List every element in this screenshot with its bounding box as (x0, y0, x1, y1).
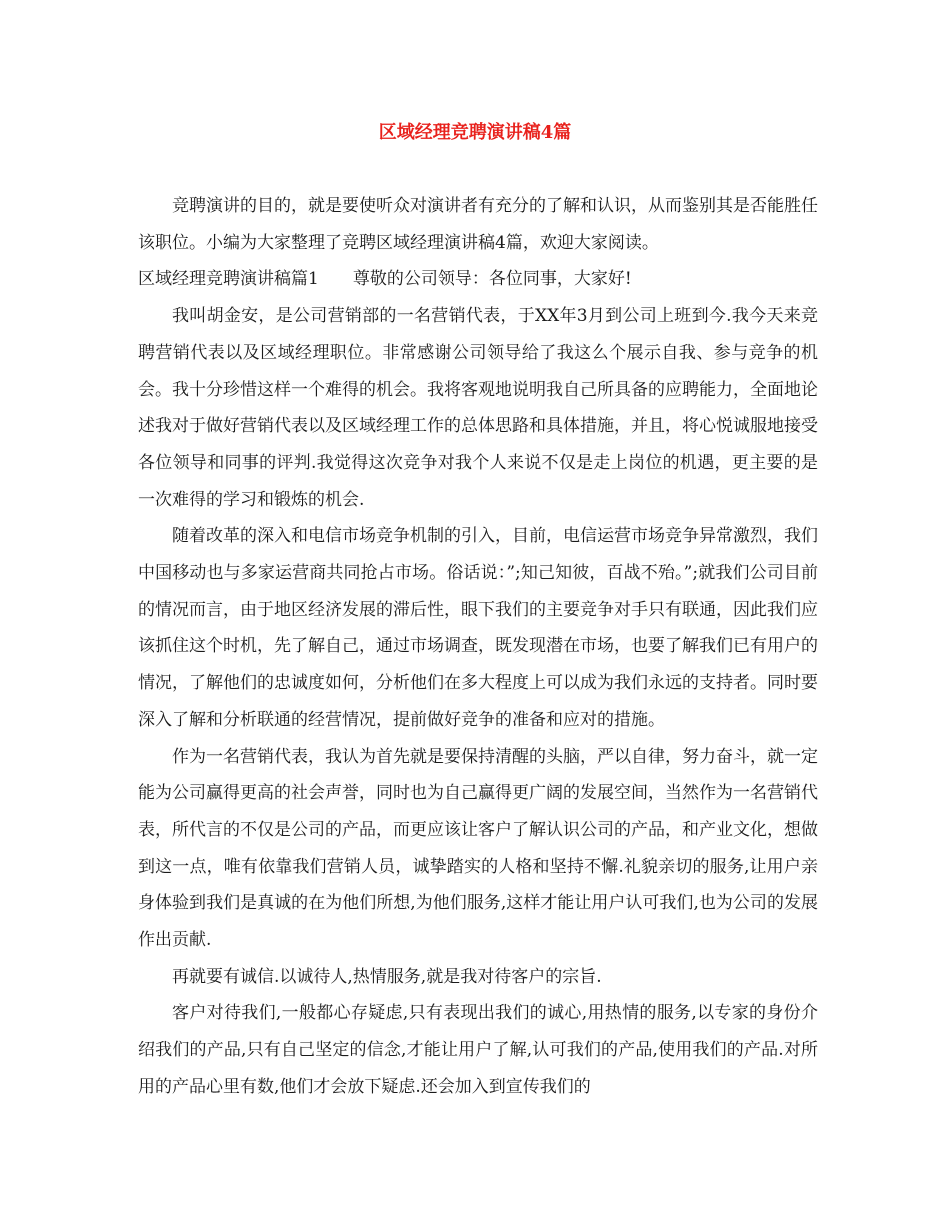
paragraph-self-introduction: 我叫胡金安，是公司营销部的一名营销代表，于XX年3月到公司上班到今.我今天来竞聘营销代表以及区域经理职位。非常感谢公司领导给了我这么个展示自我、参与竞争的机会。我十分珍惜这样一个难得的机会。我将客观地说明我自己所具备的应聘能力，全面地论述我对于做好营销代表以及区域经理工作的总体思路和具体措施，并且，将心悦诚服地接受各位领导和同事的评判.我觉得这次竞争对我个人来说不仅是走上岗位的机遇，更主要的是一次难得的学习和锻炼的机会. (138, 306, 818, 510)
paragraph-customer-trust: 客户对待我们,一般都心存疑虑,只有表现出我们的诚心,用热情的服务,以专家的身份介绍我们的产品,只有自己坚定的信念,才能让用户了解,认可我们的产品,使用我们的产品.对所用的产品心里有数,他们才会放下疑虑.还会加入到宣传我们的 (138, 1003, 818, 1097)
paragraph-sales-representative: 作为一名营销代表，我认为首先就是要保持清醒的头脑，严以自律，努力奋斗，就一定能为公司赢得更高的社会声誉，同时也为自己赢得更广阔的发展空间，当然作为一名营销代表，所代言的不仅是公司的产品，而更应该让客户了解认识公司的产品，和产业文化，想做到这一点，唯有依靠我们营销人员，诚挚踏实的人格和坚持不懈.礼貌亲切的服务,让用户亲身体验到我们是真诚的在为他们所想,为他们服务,这样才能让用户认可我们,也为公司的发展作出贡献. (138, 746, 818, 951)
document-title: 区域经理竞聘演讲稿4篇 (378, 122, 572, 143)
document-body (138, 188, 818, 1106)
paragraph-integrity: 再就要有诚信.以诚待人,热情服务,就是我对待客户的宗旨. (172, 966, 602, 987)
paragraph-market-competition: 随着改革的深入和电信市场竞争机制的引入，目前，电信运营市场竞争异常激烈，我们中国移动也与多家运营商共同抢占市场。俗话说：”;知己知彼，百战不殆。”;就我们公司目前的情况而言，由于地区经济发展的滞后性，眼下我们的主要竞争对手只有联通，因此我们应该抓住这个时机，先了解自己，通过市场调查，既发现潜在市场，也要了解我们已有用户的情况，了解他们的忠诚度如何，分析他们在多大程度上可以成为我们永远的支持者。同时要深入了解和分析联通的经营情况，提前做好竞争的准备和应对的措施。 (138, 526, 818, 730)
paragraph-section-heading: 区域经理竞聘演讲稿篇1 尊敬的公司领导：各位同事，大家好! (138, 269, 632, 290)
paragraph-intro: 竞聘演讲的目的，就是要使听众对演讲者有充分的了解和认识，从而鉴别其是否能胜任该职位。小编为大家整理了竞聘区域经理演讲稿4篇，欢迎大家阅读。 (138, 196, 818, 253)
